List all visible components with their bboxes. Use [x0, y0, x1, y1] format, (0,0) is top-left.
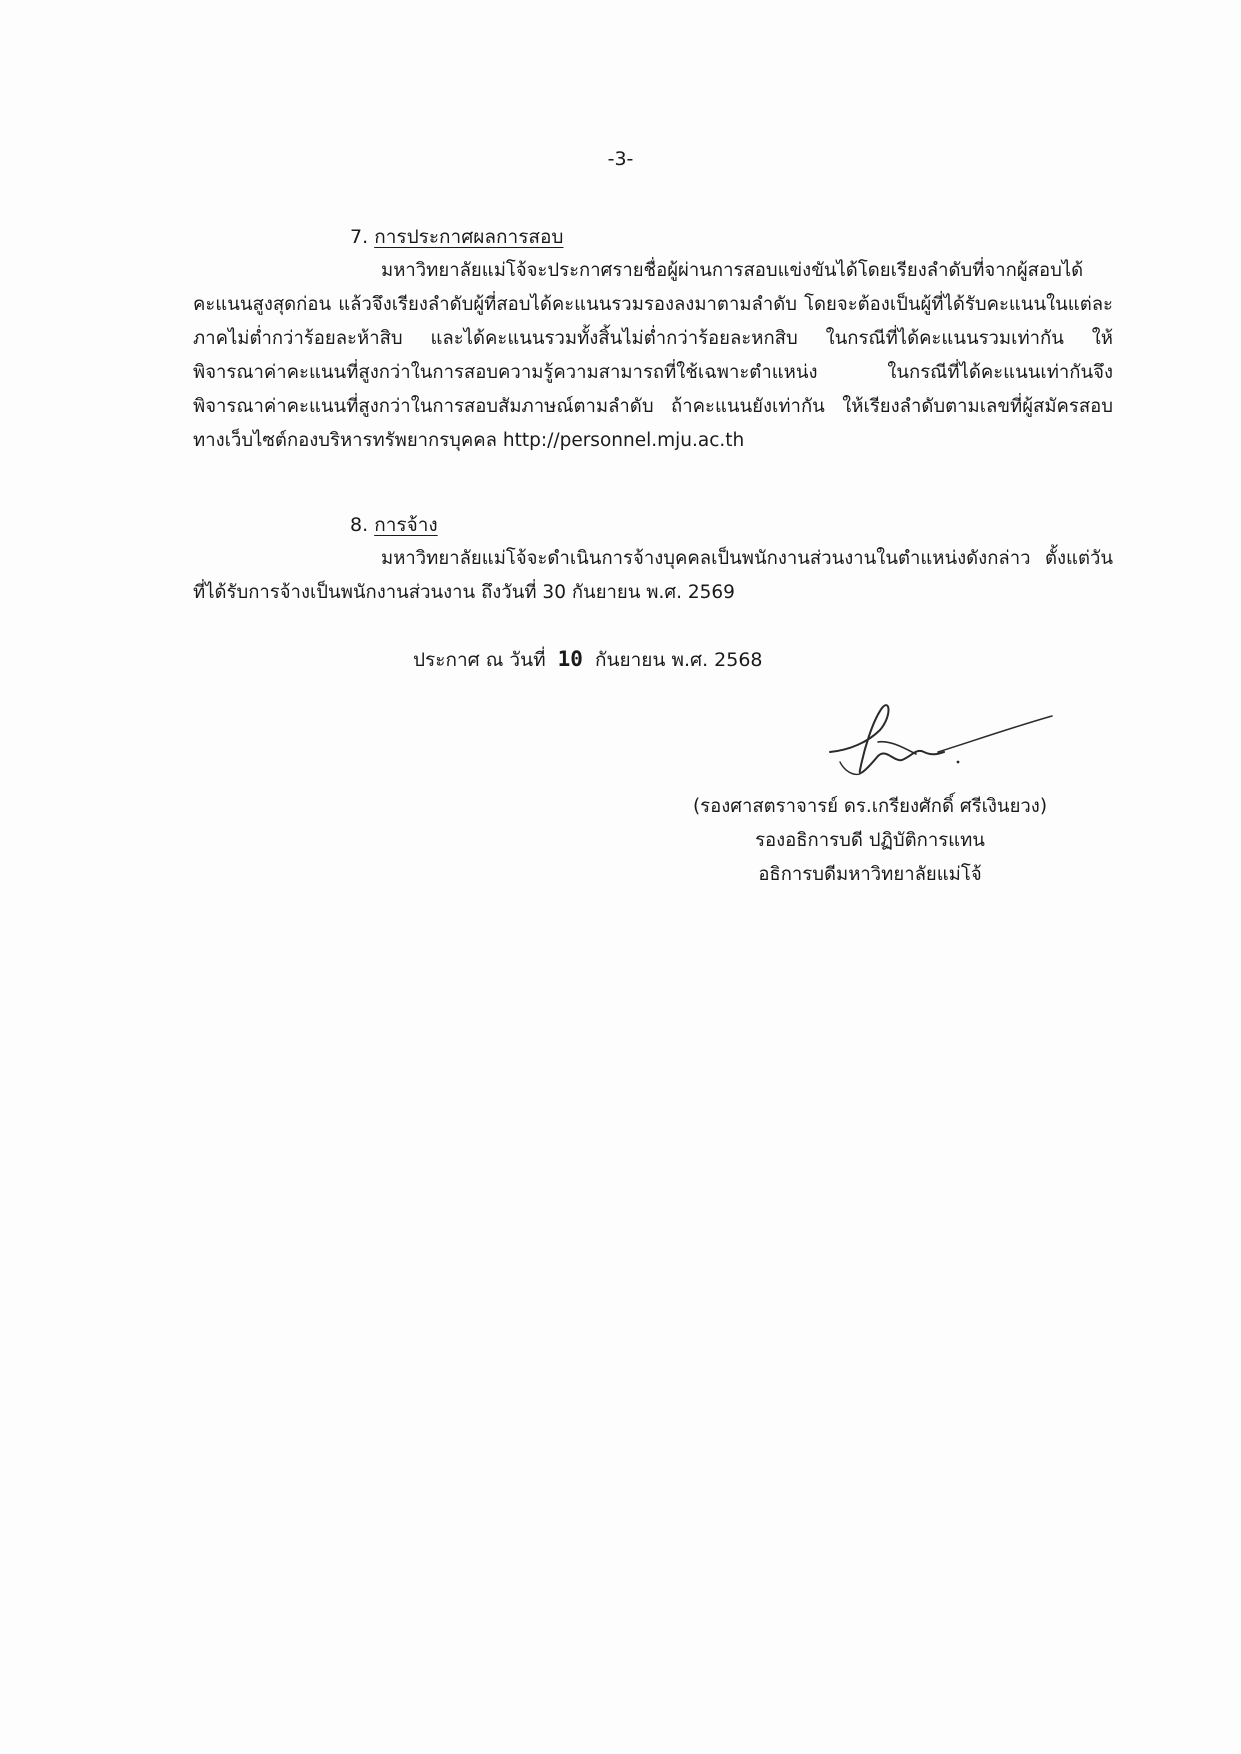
section-8-title: การจ้าง: [374, 514, 438, 536]
section-7-body: [193, 254, 1113, 458]
section-7-title: การประกาศผลการสอบ: [374, 226, 564, 248]
handwritten-signature: [820, 690, 1060, 790]
announcement-day: 10: [557, 647, 583, 671]
announcement-date: [413, 645, 763, 675]
announcement-month-year: กันยายน พ.ศ. 2568: [594, 649, 763, 671]
signatory-block: [650, 790, 1090, 892]
section-7-heading: [350, 222, 564, 252]
section-7-text: มหาวิทยาลัยแม่โจ้จะประกาศรายชื่อผู้ผ่านการสอบแข่งขันได้โดยเรียงลำดับที่จากผู้สอบได้คะแนนสูงสุดก่อน แล้วจึงเรียงลำดับผู้ที่สอบได้คะแนนรวมรองลงมาตามลำดับ โดยจะต้องเป็นผู้ที่ได้รับคะแนนในแต่ละภาคไม่ต่ำกว่าร้อยละห้าสิบ และได้คะแนนรวมทั้งสิ้นไม่ต่ำกว่าร้อยละหกสิบ ในกรณีที่ได้คะแนนรวมเท่ากัน ให้พิจารณาค่าคะแนนที่สูงกว่าในการสอบความรู้ความสามารถที่ใช้เฉพาะตำแหน่ง ในกรณีที่ได้คะแนนเท่ากันจึงพิจารณาค่าคะแนนที่สูงกว่าในการสอบสัมภาษณ์ตามลำดับ ถ้าคะแนนยังเท่ากัน ให้เรียงลำดับตามเลขที่ผู้สมัครสอบ ทางเว็บไซต์กองบริหารทรัพยากรบุคคล: [193, 260, 1113, 451]
page-number: -3-: [607, 148, 634, 170]
signatory-position-1: รองอธิการบดี ปฏิบัติการแทน: [755, 830, 985, 851]
section-8-body: มหาวิทยาลัยแม่โจ้จะดำเนินการจ้างบุคคลเป็นพนักงานส่วนงานในตำแหน่งดังกล่าว ตั้งแต่วันที่ได้รับการจ้างเป็นพนักงานส่วนงาน ถึงวันที่ 30 กันยายน พ.ศ. 2569: [193, 548, 1113, 603]
signatory-name: (รองศาสตราจารย์ ดร.เกรียงศักดิ์ ศรีเงินยวง): [692, 796, 1048, 817]
section-7-number: 7.: [350, 226, 369, 248]
section-8-heading: [350, 510, 438, 540]
personnel-url: http://personnel.mju.ac.th: [502, 430, 745, 451]
signatory-position-2: อธิการบดีมหาวิทยาลัยแม่โจ้: [758, 864, 982, 885]
announcement-prefix: ประกาศ ณ วันที่: [413, 649, 546, 671]
section-8-number: 8.: [350, 514, 369, 536]
